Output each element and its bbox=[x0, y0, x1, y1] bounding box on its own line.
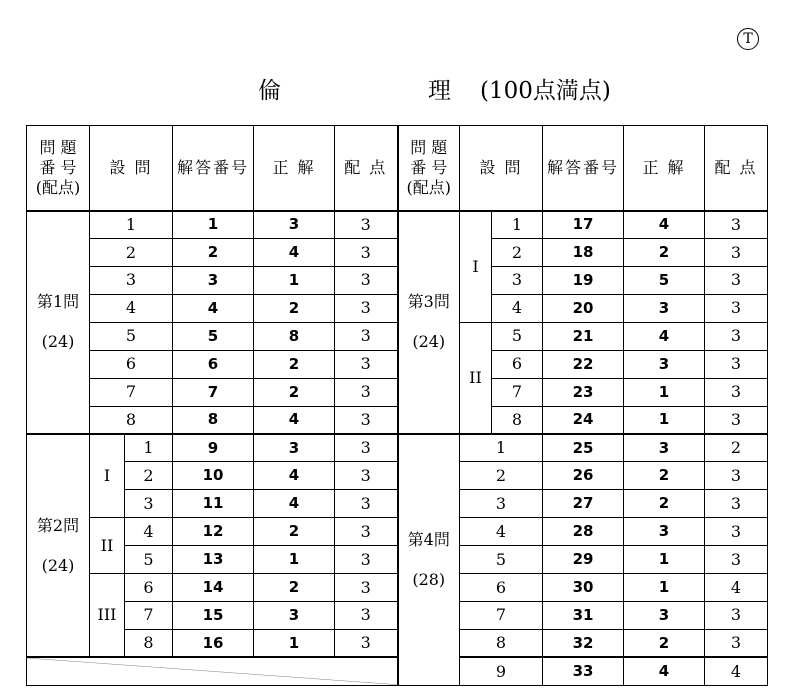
points-cell: 3 bbox=[705, 322, 768, 350]
answer-number-cell: 29 bbox=[543, 546, 624, 574]
answer-number-cell: 3 bbox=[173, 266, 254, 294]
table-row bbox=[27, 378, 768, 406]
setsumon-cell: 3 bbox=[492, 266, 543, 294]
correct-answer-cell: 2 bbox=[254, 294, 335, 322]
table-row bbox=[27, 239, 768, 267]
setsumon-cell: 8 bbox=[125, 629, 173, 657]
subgroup-label: II bbox=[460, 322, 492, 434]
answer-number-cell: 32 bbox=[543, 629, 624, 657]
header-question-number-right bbox=[398, 126, 460, 211]
setsumon-cell: 5 bbox=[460, 546, 543, 574]
correct-answer-cell: 3 bbox=[624, 294, 705, 322]
setsumon-cell: 4 bbox=[492, 294, 543, 322]
table-row bbox=[27, 490, 768, 518]
correct-answer-cell: 4 bbox=[254, 462, 335, 490]
header-text-line: 番 号 bbox=[410, 157, 448, 177]
points-cell: 3 bbox=[335, 406, 398, 434]
answer-number-cell: 22 bbox=[543, 350, 624, 378]
correct-answer-cell: 3 bbox=[254, 211, 335, 239]
answer-number-cell: 31 bbox=[543, 602, 624, 630]
question-label: 第3問 bbox=[407, 292, 450, 312]
setsumon-cell: 7 bbox=[90, 378, 173, 406]
setsumon-cell: 3 bbox=[125, 490, 173, 518]
table-row bbox=[27, 602, 768, 630]
answer-number-cell: 16 bbox=[173, 629, 254, 657]
setsumon-cell: 2 bbox=[492, 239, 543, 267]
points-cell: 4 bbox=[705, 657, 768, 685]
correct-answer-cell: 3 bbox=[624, 518, 705, 546]
table-row bbox=[27, 322, 768, 350]
table-row bbox=[27, 462, 768, 490]
points-cell: 3 bbox=[705, 462, 768, 490]
answer-number-cell: 6 bbox=[173, 350, 254, 378]
correct-answer-cell: 3 bbox=[254, 602, 335, 630]
correct-answer-cell: 4 bbox=[254, 490, 335, 518]
question-cell-q4 bbox=[398, 434, 460, 686]
table-row bbox=[27, 211, 768, 239]
points-cell: 3 bbox=[335, 322, 398, 350]
correct-answer-cell: 2 bbox=[254, 518, 335, 546]
subgroup-label: II bbox=[90, 518, 125, 574]
correct-answer-cell: 8 bbox=[254, 322, 335, 350]
setsumon-cell: 6 bbox=[460, 574, 543, 602]
header-answer-number-left: 解答番号 bbox=[173, 126, 254, 211]
question-points: (28) bbox=[412, 570, 446, 589]
correct-answer-cell: 2 bbox=[254, 378, 335, 406]
setsumon-cell: 5 bbox=[90, 322, 173, 350]
setsumon-cell: 5 bbox=[492, 322, 543, 350]
answer-number-cell: 9 bbox=[173, 434, 254, 462]
correct-answer-cell: 1 bbox=[254, 629, 335, 657]
setsumon-cell: 6 bbox=[90, 350, 173, 378]
answer-number-cell: 30 bbox=[543, 574, 624, 602]
header-text-line: (配点) bbox=[35, 177, 81, 197]
title-score-note: (100点満点) bbox=[480, 78, 611, 104]
answer-number-cell: 23 bbox=[543, 378, 624, 406]
question-cell-q3 bbox=[398, 211, 460, 434]
points-cell: 3 bbox=[705, 350, 768, 378]
points-cell: 3 bbox=[705, 546, 768, 574]
answer-number-cell: 4 bbox=[173, 294, 254, 322]
setsumon-cell: 3 bbox=[460, 490, 543, 518]
correct-answer-cell: 4 bbox=[624, 657, 705, 685]
points-cell: 3 bbox=[705, 602, 768, 630]
setsumon-cell: 8 bbox=[90, 406, 173, 434]
answer-number-cell: 14 bbox=[173, 574, 254, 602]
setsumon-cell: 7 bbox=[125, 602, 173, 630]
correct-answer-cell: 3 bbox=[254, 434, 335, 462]
question-cell-q2 bbox=[27, 434, 90, 657]
points-cell: 3 bbox=[335, 574, 398, 602]
exam-mark-circled: T bbox=[737, 28, 759, 50]
points-cell: 3 bbox=[335, 350, 398, 378]
correct-answer-cell: 4 bbox=[254, 406, 335, 434]
answer-number-cell: 13 bbox=[173, 546, 254, 574]
setsumon-cell: 8 bbox=[460, 629, 543, 657]
setsumon-cell: 6 bbox=[125, 574, 173, 602]
points-cell: 3 bbox=[335, 378, 398, 406]
points-cell: 3 bbox=[705, 629, 768, 657]
points-cell: 2 bbox=[705, 434, 768, 462]
setsumon-cell: 1 bbox=[460, 434, 543, 462]
setsumon-cell: 3 bbox=[90, 266, 173, 294]
title-subject-char-1: 倫 bbox=[258, 78, 281, 104]
header-setsumon-left: 設 問 bbox=[90, 126, 173, 211]
title-subject-char-2: 理 bbox=[428, 78, 451, 104]
answer-number-cell: 28 bbox=[543, 518, 624, 546]
answer-number-cell: 25 bbox=[543, 434, 624, 462]
points-cell: 3 bbox=[705, 490, 768, 518]
setsumon-cell: 2 bbox=[460, 462, 543, 490]
correct-answer-cell: 2 bbox=[624, 239, 705, 267]
points-cell: 3 bbox=[335, 546, 398, 574]
points-cell: 3 bbox=[335, 434, 398, 462]
table-row bbox=[27, 266, 768, 294]
setsumon-cell: 6 bbox=[492, 350, 543, 378]
points-cell: 3 bbox=[705, 239, 768, 267]
table-row bbox=[27, 350, 768, 378]
points-cell: 3 bbox=[705, 294, 768, 322]
correct-answer-cell: 2 bbox=[624, 629, 705, 657]
answer-number-cell: 8 bbox=[173, 406, 254, 434]
setsumon-cell: 2 bbox=[90, 239, 173, 267]
answer-number-cell: 24 bbox=[543, 406, 624, 434]
points-cell: 3 bbox=[335, 462, 398, 490]
setsumon-cell: 8 bbox=[492, 406, 543, 434]
correct-answer-cell: 4 bbox=[254, 239, 335, 267]
header-text-line: 問 題 bbox=[39, 137, 77, 157]
setsumon-cell: 2 bbox=[125, 462, 173, 490]
answer-number-cell: 17 bbox=[543, 211, 624, 239]
correct-answer-cell: 1 bbox=[254, 266, 335, 294]
setsumon-cell: 9 bbox=[460, 657, 543, 685]
correct-answer-cell: 3 bbox=[624, 434, 705, 462]
answer-number-cell: 27 bbox=[543, 490, 624, 518]
table-row bbox=[27, 574, 768, 602]
correct-answer-cell: 1 bbox=[624, 378, 705, 406]
question-points: (24) bbox=[41, 555, 75, 575]
setsumon-cell: 1 bbox=[90, 211, 173, 239]
table-header-row bbox=[27, 126, 768, 211]
correct-answer-cell: 4 bbox=[624, 322, 705, 350]
answer-number-cell: 20 bbox=[543, 294, 624, 322]
points-cell: 3 bbox=[705, 378, 768, 406]
question-label: 第1問 bbox=[36, 292, 80, 312]
question-label: 第4問 bbox=[407, 530, 450, 549]
answer-number-cell: 26 bbox=[543, 462, 624, 490]
setsumon-cell: 7 bbox=[492, 378, 543, 406]
points-cell: 3 bbox=[335, 602, 398, 630]
header-text-line: 番 号 bbox=[39, 157, 77, 177]
answer-number-cell: 1 bbox=[173, 211, 254, 239]
answer-number-cell: 33 bbox=[543, 657, 624, 685]
points-cell: 3 bbox=[705, 406, 768, 434]
blank-diagonal-cell bbox=[27, 657, 398, 685]
correct-answer-cell: 2 bbox=[624, 462, 705, 490]
table-row bbox=[27, 294, 768, 322]
points-cell: 3 bbox=[335, 239, 398, 267]
header-question-number-left bbox=[27, 126, 90, 211]
subgroup-label: I bbox=[460, 211, 492, 323]
setsumon-cell: 4 bbox=[90, 294, 173, 322]
answer-number-cell: 7 bbox=[173, 378, 254, 406]
points-cell: 3 bbox=[705, 266, 768, 294]
setsumon-cell: 7 bbox=[460, 602, 543, 630]
setsumon-cell: 4 bbox=[460, 518, 543, 546]
header-points-left: 配 点 bbox=[335, 126, 398, 211]
header-text-line: 問 題 bbox=[410, 137, 448, 157]
answer-number-cell: 12 bbox=[173, 518, 254, 546]
table-row bbox=[27, 546, 768, 574]
correct-answer-cell: 5 bbox=[624, 266, 705, 294]
setsumon-cell: 4 bbox=[125, 518, 173, 546]
setsumon-cell: 1 bbox=[125, 434, 173, 462]
answer-number-cell: 2 bbox=[173, 239, 254, 267]
correct-answer-cell: 2 bbox=[254, 350, 335, 378]
answer-number-cell: 19 bbox=[543, 266, 624, 294]
answer-number-cell: 21 bbox=[543, 322, 624, 350]
correct-answer-cell: 1 bbox=[624, 574, 705, 602]
points-cell: 3 bbox=[705, 518, 768, 546]
diagonal-line bbox=[27, 658, 397, 685]
correct-answer-cell: 3 bbox=[624, 602, 705, 630]
table-row bbox=[27, 657, 768, 685]
question-points: (24) bbox=[412, 332, 446, 352]
points-cell: 4 bbox=[705, 574, 768, 602]
points-cell: 3 bbox=[335, 518, 398, 546]
header-text-line: (配点) bbox=[406, 177, 451, 197]
subgroup-label: III bbox=[90, 574, 125, 658]
header-setsumon-right: 設 問 bbox=[460, 126, 543, 211]
correct-answer-cell: 2 bbox=[624, 490, 705, 518]
points-cell: 3 bbox=[335, 266, 398, 294]
correct-answer-cell: 1 bbox=[624, 546, 705, 574]
points-cell: 3 bbox=[335, 211, 398, 239]
question-cell-q1 bbox=[27, 211, 90, 434]
answer-number-cell: 11 bbox=[173, 490, 254, 518]
points-cell: 3 bbox=[335, 629, 398, 657]
setsumon-cell: 5 bbox=[125, 546, 173, 574]
correct-answer-cell: 1 bbox=[254, 546, 335, 574]
correct-answer-cell: 3 bbox=[624, 350, 705, 378]
question-points: (24) bbox=[41, 332, 75, 352]
points-cell: 3 bbox=[705, 211, 768, 239]
header-points-right: 配 点 bbox=[705, 126, 768, 211]
table-row bbox=[27, 629, 768, 657]
answer-number-cell: 5 bbox=[173, 322, 254, 350]
header-answer-number-right: 解答番号 bbox=[543, 126, 624, 211]
setsumon-cell: 1 bbox=[492, 211, 543, 239]
header-correct-left: 正 解 bbox=[254, 126, 335, 211]
table-row bbox=[27, 518, 768, 546]
answer-table bbox=[26, 125, 768, 686]
points-cell: 3 bbox=[335, 294, 398, 322]
answer-number-cell: 10 bbox=[173, 462, 254, 490]
answer-number-cell: 18 bbox=[543, 239, 624, 267]
correct-answer-cell: 4 bbox=[624, 211, 705, 239]
table-row bbox=[27, 406, 768, 434]
correct-answer-cell: 2 bbox=[254, 574, 335, 602]
answer-number-cell: 15 bbox=[173, 602, 254, 630]
correct-answer-cell: 1 bbox=[624, 406, 705, 434]
question-label: 第2問 bbox=[36, 515, 80, 535]
table-row bbox=[27, 434, 768, 462]
header-correct-right: 正 解 bbox=[624, 126, 705, 211]
subgroup-label: I bbox=[90, 434, 125, 518]
points-cell: 3 bbox=[335, 490, 398, 518]
